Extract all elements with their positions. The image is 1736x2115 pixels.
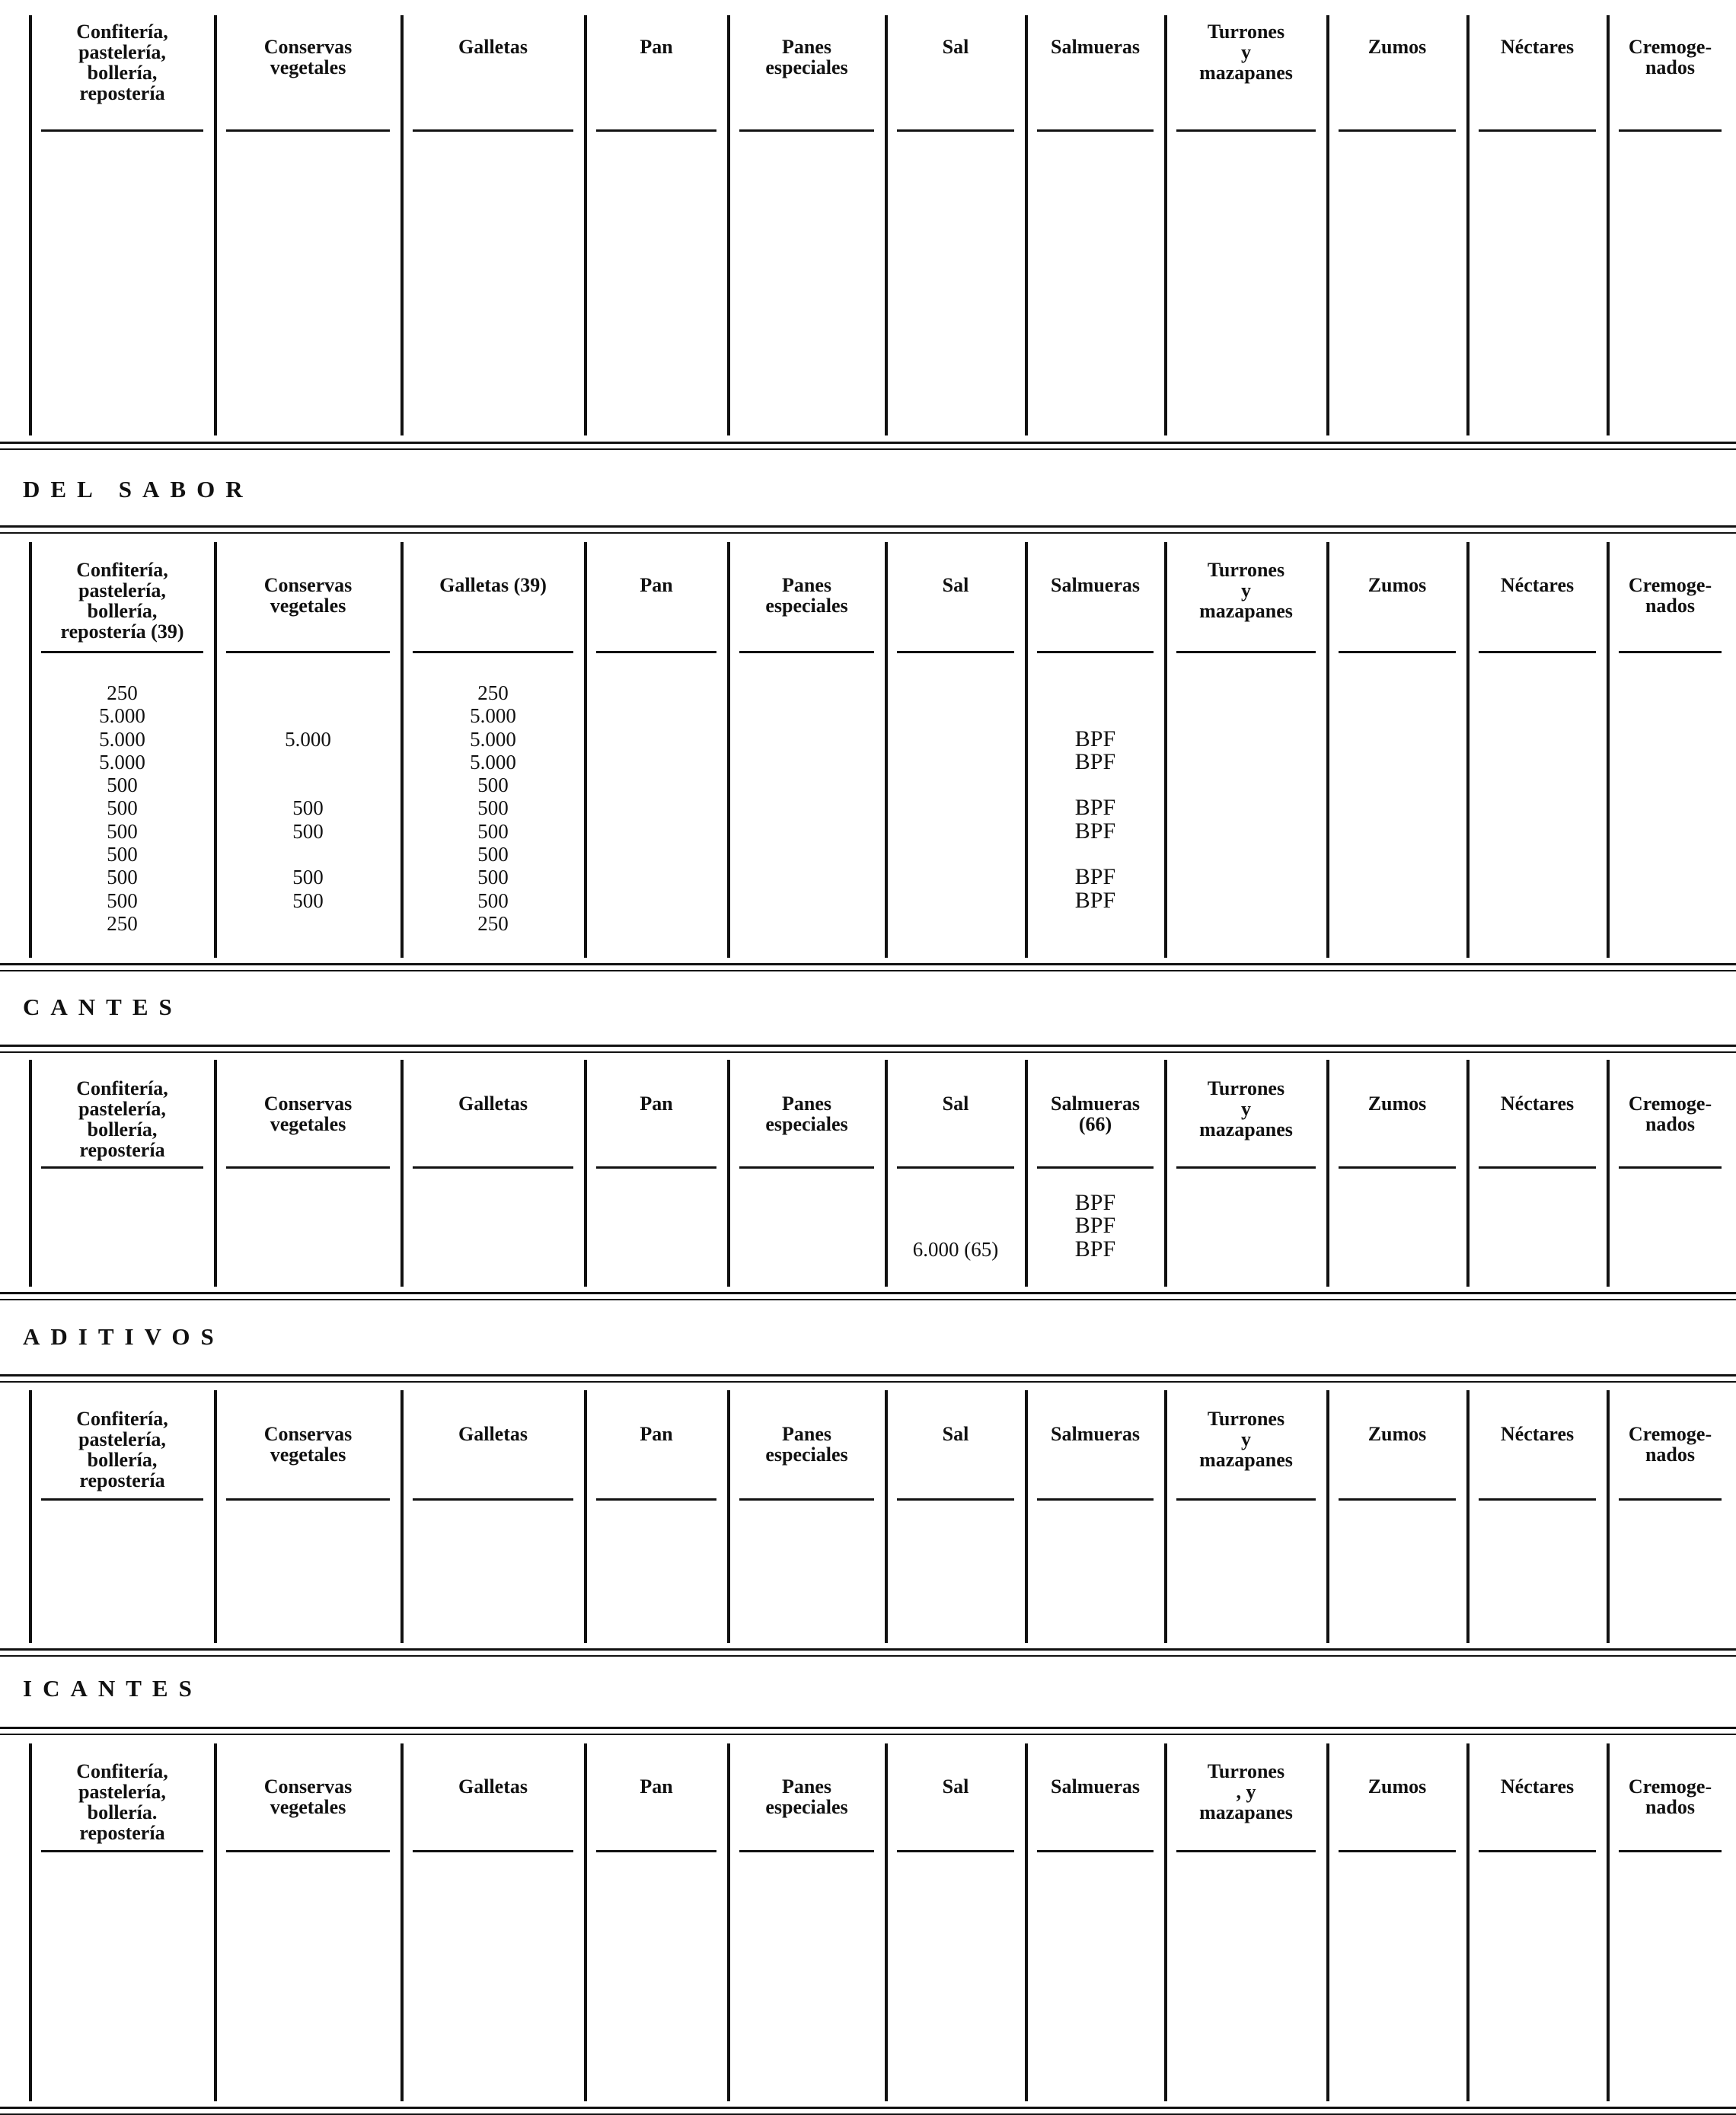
column-header: Sal: [942, 1423, 969, 1445]
column-divider: [400, 542, 404, 958]
column-divider: [400, 1390, 404, 1643]
column-divider: [1607, 15, 1610, 435]
column-divider: [727, 542, 730, 958]
header-underline: [413, 651, 573, 653]
column-divider: [584, 1390, 587, 1643]
column-header: Galletas (39): [439, 574, 547, 596]
column-header: Cremoge- nados: [1628, 1423, 1712, 1466]
column-values: 6.000 (65): [912, 1237, 999, 1261]
header-underline: [1339, 1166, 1456, 1169]
column-divider: [1607, 1743, 1610, 2101]
header-underline: [596, 1850, 716, 1852]
column-divider: [400, 1060, 404, 1287]
column-header: Conservas vegetales: [263, 36, 353, 78]
column-divider: [584, 1060, 587, 1287]
column-divider: [29, 542, 32, 958]
header-underline: [596, 1498, 716, 1501]
column-divider: [214, 1390, 217, 1643]
section-top-rule: [0, 1727, 1736, 1729]
header-underline: [1619, 1498, 1722, 1501]
header-underline: [413, 1498, 573, 1501]
section-title: DEL SABOR: [23, 476, 254, 502]
header-underline: [1176, 1166, 1316, 1169]
section-title: ICANTES: [23, 1675, 203, 1702]
column-divider: [214, 15, 217, 435]
header-underline: [1037, 651, 1154, 653]
column-header: Cremoge- nados: [1628, 36, 1712, 78]
header-underline: [1619, 129, 1722, 132]
column-divider: [1025, 1060, 1028, 1287]
column-divider: [1025, 542, 1028, 958]
column-divider: [1025, 15, 1028, 435]
column-divider: [29, 1060, 32, 1287]
column-header: Zumos: [1367, 36, 1427, 58]
column-header: Conservas vegetales: [263, 1423, 353, 1466]
column-header: Pan: [640, 574, 673, 596]
column-divider: [1025, 1743, 1028, 2101]
header-underline: [596, 1166, 716, 1169]
column-divider: [1164, 1390, 1167, 1643]
header-underline: [1176, 1498, 1316, 1501]
header-underline: [897, 1850, 1014, 1852]
column-header: Cremoge- nados: [1628, 574, 1712, 617]
column-divider: [214, 542, 217, 958]
column-divider: [400, 15, 404, 435]
column-header: Confitería, pastelería, bollería, repostería: [76, 21, 168, 104]
column-divider: [1326, 1743, 1329, 2101]
header-underline: [226, 129, 390, 132]
column-header: Galletas: [458, 36, 528, 58]
column-divider: [1164, 1743, 1167, 2101]
column-header: Salmueras (66): [1051, 1093, 1140, 1135]
column-divider: [584, 15, 587, 435]
header-underline: [226, 1498, 390, 1501]
header-underline: [413, 1850, 573, 1852]
column-header: Sal: [942, 1775, 969, 1798]
column-header: Zumos: [1367, 1423, 1427, 1445]
column-header: Turrones y mazapanes: [1199, 1408, 1293, 1471]
column-header: Néctares: [1500, 36, 1575, 58]
column-divider: [885, 542, 888, 958]
column-divider: [1326, 15, 1329, 435]
header-underline: [41, 1498, 203, 1501]
column-divider: [727, 1743, 730, 2101]
column-header: Cremoge- nados: [1628, 1775, 1712, 1818]
column-divider: [584, 1743, 587, 2101]
column-divider: [727, 1060, 730, 1287]
column-divider: [727, 15, 730, 435]
header-underline: [739, 1498, 874, 1501]
column-divider: [885, 1060, 888, 1287]
header-underline: [1037, 1850, 1154, 1852]
header-underline: [1176, 651, 1316, 653]
header-underline: [1479, 1166, 1596, 1169]
section-top-rule: [0, 1051, 1736, 1053]
column-header: Cremoge- nados: [1628, 1093, 1712, 1135]
header-underline: [1176, 129, 1316, 132]
section-title: CANTES: [23, 994, 183, 1020]
section-bottom-rule: [0, 1299, 1736, 1300]
column-divider: [29, 15, 32, 435]
column-header: Zumos: [1367, 574, 1427, 596]
section-top-rule: [0, 1734, 1736, 1735]
column-header: Salmueras: [1051, 1423, 1140, 1445]
column-divider: [1326, 542, 1329, 958]
header-underline: [1339, 1850, 1456, 1852]
column-values: BPF BPF BPF: [1074, 1190, 1116, 1262]
column-divider: [214, 1060, 217, 1287]
header-underline: [1339, 1498, 1456, 1501]
column-divider: [1607, 542, 1610, 958]
header-underline: [226, 1850, 390, 1852]
header-underline: [897, 1166, 1014, 1169]
column-divider: [1164, 1060, 1167, 1287]
column-values: 5.000 500 500 500 500: [285, 727, 331, 912]
column-header: Conservas vegetales: [263, 1093, 353, 1135]
header-underline: [739, 1166, 874, 1169]
header-underline: [1479, 1498, 1596, 1501]
column-header: Galletas: [458, 1423, 528, 1445]
column-header: Conservas vegetales: [263, 1775, 353, 1818]
header-underline: [226, 1166, 390, 1169]
column-header: Néctares: [1500, 1423, 1575, 1445]
header-underline: [739, 129, 874, 132]
column-divider: [1466, 1390, 1470, 1643]
header-underline: [1339, 129, 1456, 132]
column-header: Salmueras: [1051, 36, 1140, 58]
header-underline: [41, 129, 203, 132]
column-divider: [1466, 1743, 1470, 2101]
column-header: Néctares: [1500, 1775, 1575, 1798]
section-bottom-rule: [0, 1648, 1736, 1651]
column-divider: [400, 1743, 404, 2101]
column-divider: [1466, 542, 1470, 958]
column-divider: [1607, 1390, 1610, 1643]
header-underline: [1619, 1850, 1722, 1852]
column-divider: [29, 1743, 32, 2101]
column-header: Salmueras: [1051, 574, 1140, 596]
section-bottom-rule: [0, 963, 1736, 965]
column-header: Panes especiales: [765, 36, 848, 78]
column-divider: [584, 542, 587, 958]
column-header: Confitería, pastelería, bollería, repostería: [76, 1408, 168, 1491]
column-values: BPF BPF BPF BPF BPF BPF: [1074, 726, 1116, 913]
column-divider: [1025, 1390, 1028, 1643]
header-underline: [596, 129, 716, 132]
section-title: ADITIVOS: [23, 1323, 225, 1350]
header-underline: [1619, 1166, 1722, 1169]
column-divider: [885, 15, 888, 435]
header-underline: [1037, 1166, 1154, 1169]
column-divider: [214, 1743, 217, 2101]
section-top-rule: [0, 1045, 1736, 1047]
column-header: Sal: [942, 1093, 969, 1115]
column-header: Confitería, pastelería, bollería, repostería: [76, 1077, 168, 1161]
header-underline: [413, 1166, 573, 1169]
header-underline: [1479, 651, 1596, 653]
column-divider: [1607, 1060, 1610, 1287]
header-underline: [897, 129, 1014, 132]
column-divider: [1164, 542, 1167, 958]
section-bottom-rule: [0, 970, 1736, 971]
column-header: Zumos: [1367, 1775, 1427, 1798]
header-underline: [897, 1498, 1014, 1501]
column-header: Confitería, pastelería, bollería, repostería (39): [60, 559, 184, 643]
header-underline: [739, 1850, 874, 1852]
column-header: Turrones y mazapanes: [1199, 21, 1293, 84]
column-header: Sal: [942, 574, 969, 596]
header-underline: [1619, 651, 1722, 653]
section-bottom-rule: [0, 1292, 1736, 1294]
column-divider: [727, 1390, 730, 1643]
header-underline: [1037, 129, 1154, 132]
column-header: Galletas: [458, 1093, 528, 1115]
section-bottom-rule: [0, 442, 1736, 444]
column-header: Panes especiales: [765, 574, 848, 617]
column-header: Zumos: [1367, 1093, 1427, 1115]
header-underline: [596, 651, 716, 653]
column-header: Conservas vegetales: [263, 574, 353, 617]
column-header: Panes especiales: [765, 1093, 848, 1135]
column-values: 250 5.000 5.000 5.000 500 500 500 500 500 500 250: [470, 681, 516, 935]
section-top-rule: [0, 525, 1736, 528]
section-top-rule: [0, 1381, 1736, 1383]
column-divider: [1466, 1060, 1470, 1287]
header-underline: [739, 651, 874, 653]
column-header: Sal: [942, 36, 969, 58]
column-header: Pan: [640, 1423, 673, 1445]
header-underline: [1037, 1498, 1154, 1501]
header-underline: [41, 1850, 203, 1852]
header-underline: [41, 1166, 203, 1169]
header-underline: [897, 651, 1014, 653]
column-header: Turrones y mazapanes: [1199, 1077, 1293, 1140]
header-underline: [1479, 1850, 1596, 1852]
column-header: Pan: [640, 1093, 673, 1115]
column-divider: [1466, 15, 1470, 435]
column-header: Turrones , y mazapanes: [1199, 1760, 1293, 1823]
column-divider: [885, 1743, 888, 2101]
section-bottom-rule: [0, 2107, 1736, 2109]
column-divider: [29, 1390, 32, 1643]
column-header: Panes especiales: [765, 1423, 848, 1466]
column-header: Néctares: [1500, 1093, 1575, 1115]
column-divider: [1164, 15, 1167, 435]
section-top-rule: [0, 532, 1736, 534]
column-divider: [885, 1390, 888, 1643]
column-header: Galletas: [458, 1775, 528, 1798]
column-header: Turrones y mazapanes: [1199, 559, 1293, 622]
header-underline: [41, 651, 203, 653]
column-header: Pan: [640, 1775, 673, 1798]
column-divider: [1326, 1060, 1329, 1287]
column-header: Panes especiales: [765, 1775, 848, 1818]
column-header: Salmueras: [1051, 1775, 1140, 1798]
section-top-rule: [0, 1374, 1736, 1377]
column-header: Confitería, pastelería, bollería. repostería: [76, 1760, 168, 1844]
column-header: Néctares: [1500, 574, 1575, 596]
header-underline: [413, 129, 573, 132]
section-bottom-rule: [0, 448, 1736, 450]
column-divider: [1326, 1390, 1329, 1643]
header-underline: [226, 651, 390, 653]
header-underline: [1479, 129, 1596, 132]
section-bottom-rule: [0, 1655, 1736, 1657]
column-header: Pan: [640, 36, 673, 58]
column-values: 250 5.000 5.000 5.000 500 500 500 500 500 500 250: [99, 681, 145, 935]
header-underline: [1339, 651, 1456, 653]
header-underline: [1176, 1850, 1316, 1852]
